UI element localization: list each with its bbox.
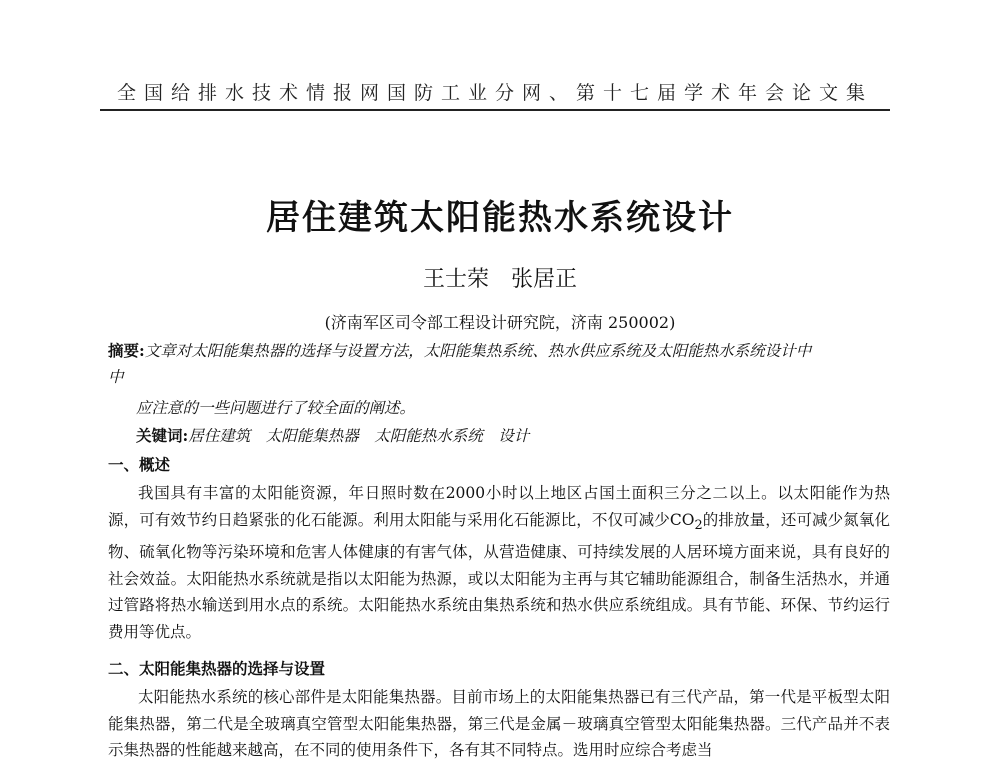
section-1-paragraph <box>108 480 890 645</box>
co2-subscript: 2 <box>694 517 703 533</box>
affiliation: (济南军区司令部工程设计研究院，济南 250002) <box>324 313 676 332</box>
abstract <box>108 338 890 365</box>
abstract-line-1: 文章对太阳能集热器的选择与设置方法，太阳能集热系统、热水供应系统及太阳能热水系统设计中 <box>144 342 812 360</box>
section-1-text-b: 的排放量，还可减少氮氧化物、硫氧化物等污染环境和危害人体健康的有害气体，从营造健康、可持续发展的人居环境方面来说，具有良好的社会效益。太阳能热水系统就是指以太阳能为热源，或以太阳能为主再与其它辅助能源组合，制备生活热水，并通过管路将热水输送到用水点的系统。太阳能热水系统由集热系统和热水供应系统组成。具有节能、环保、节约运行费用等优点。 <box>108 510 890 641</box>
abstract-line-3: 应注意的一些问题进行了较全面的阐述。 <box>136 399 416 417</box>
section-2-heading: 二、太阳能集热器的选择与设置 <box>108 659 326 678</box>
running-header: 全国给排水技术情报网国防工业分网、第十七届学术年会论文集 <box>100 78 890 111</box>
keywords-text: 居住建筑 太阳能集热器 太阳能热水系统 设计 <box>188 427 530 445</box>
abstract-label: 摘要: <box>108 341 145 360</box>
section-1-text-a: 我国具有丰富的太阳能资源，年日照时数在2000小时以上地区占国土面积三分之二以上。以太阳能作为热源，可有效节约日趋紧张的化石能源。利用太阳能与采用化石能源比，不仅可减少CO <box>108 484 890 529</box>
authors: 王士荣 张居正 <box>422 267 577 292</box>
section-1-heading: 一、概述 <box>108 455 171 474</box>
keywords <box>136 423 918 450</box>
section-2-paragraph: 太阳能热水系统的核心部件是太阳能集热器。目前市场上的太阳能集热器已有三代产品，第一代是平板型太阳能集热器，第二代是全玻璃真空管型太阳能集热器，第三代是金属－玻璃真空管型太阳能集热器。三代产品并不表示集热器的性能越来越高，在不同的使用条件下，各有其不同特点。选用时应综合考虑当 <box>108 688 890 759</box>
keywords-label: 关键词: <box>136 426 189 445</box>
abstract-line-2: 中 <box>108 368 124 386</box>
paper-title: 居住建筑太阳能热水系统设计 <box>266 198 734 238</box>
